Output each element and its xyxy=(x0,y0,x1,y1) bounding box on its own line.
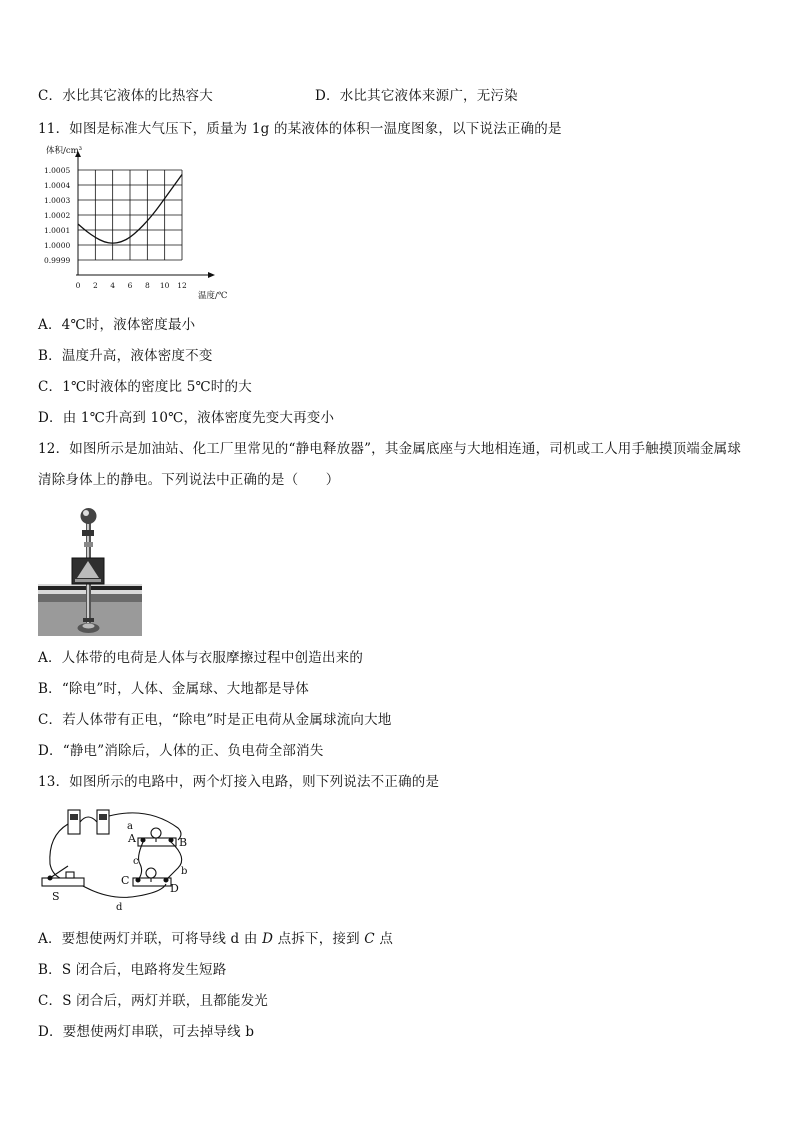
x-axis-arrow-icon xyxy=(208,272,215,278)
q11-stem: 11．如图是标准大气压下，质量为 1g 的某液体的体积一温度图象，以下说法正确的是 xyxy=(38,121,562,137)
q13-stem: 13．如图所示的电路中，两个灯接入电路，则下列说法不正确的是 xyxy=(38,774,440,790)
q12-stem-line1: 12．如图所示是加油站、化工厂里常见的“静电释放器”，其金属底座与大地相连通，司机或工人用手触摸顶端金属球 xyxy=(38,441,742,457)
chart-x-tick-labels xyxy=(76,281,187,290)
q10-option-c: C．水比其它液体的比热容大 xyxy=(38,88,213,104)
label-b: b xyxy=(181,866,188,877)
chart-y-tick-labels xyxy=(44,166,70,265)
lamp-icon xyxy=(138,828,176,846)
static-discharger-photo xyxy=(38,502,142,636)
label-d: d xyxy=(116,902,123,912)
x-tick-label: 2 xyxy=(92,281,98,290)
x-tick-label: 6 xyxy=(127,281,133,290)
label-a: a xyxy=(127,821,133,832)
circuit-diagram xyxy=(38,802,208,912)
chart-y-axis-label: 体积/cm³ xyxy=(46,146,83,156)
volume-temperature-chart xyxy=(38,142,238,302)
y-tick-label: 1.0005 xyxy=(44,166,71,175)
y-tick-label: 1.0004 xyxy=(44,181,71,190)
battery-icon xyxy=(68,810,109,834)
q13-option-c: C．S 闭合后，两灯并联，且都能发光 xyxy=(38,993,268,1009)
x-tick-label: 8 xyxy=(144,281,150,290)
q11-option-b: B．温度升高，液体密度不变 xyxy=(38,348,213,364)
q12-stem-line2: 清除身体上的静电。下列说法中正确的是（ ） xyxy=(38,472,340,488)
x-tick-label: 4 xyxy=(110,281,116,290)
q13-option-a-point-c: C xyxy=(364,931,375,947)
q13-option-a-part2: 点拆下，接到 xyxy=(273,931,365,947)
label-S: S xyxy=(52,890,60,903)
q12-option-b: B．“除电”时，人体、金属球、大地都是导体 xyxy=(38,681,309,697)
q13-option-a-point-d: D xyxy=(262,931,274,947)
x-tick-label: 10 xyxy=(159,281,170,290)
chart-grid xyxy=(78,170,182,260)
switch-icon xyxy=(42,866,84,886)
label-C: C xyxy=(121,874,130,887)
q11-option-a: A．4℃时，液体密度最小 xyxy=(38,317,196,333)
q13-option-a xyxy=(38,927,393,947)
q12-option-a: A．人体带的电荷是人体与衣服摩擦过程中创造出来的 xyxy=(38,650,364,666)
q13-option-a-part3: 点 xyxy=(374,931,394,947)
y-tick-label: 1.0000 xyxy=(44,241,71,250)
label-c: c xyxy=(133,856,139,867)
label-A: A xyxy=(128,832,136,845)
q13-option-d: D．要想使两灯串联，可去掉导线 b xyxy=(38,1024,255,1040)
q12-option-c: C．若人体带有正电，“除电”时是正电荷从金属球流向大地 xyxy=(38,712,392,728)
y-tick-label: 1.0003 xyxy=(44,196,71,205)
y-tick-label: 0.9999 xyxy=(44,256,71,265)
label-D: D xyxy=(170,882,179,895)
q13-option-b: B．S 闭合后，电路将发生短路 xyxy=(38,962,227,978)
x-tick-label: 12 xyxy=(177,281,187,290)
q12-option-d: D．“静电”消除后，人体的正、负电荷全部消失 xyxy=(38,743,324,759)
q11-option-c: C．1℃时液体的密度比 5℃时的大 xyxy=(38,379,252,395)
chart-x-axis-label: 温度/℃ xyxy=(198,291,228,301)
q11-option-d: D．由 1℃升高到 10℃，液体密度先变大再变小 xyxy=(38,410,335,426)
lamp-icon xyxy=(133,868,171,886)
label-B: B xyxy=(179,836,188,849)
q10-option-d: D．水比其它液体来源广，无污染 xyxy=(315,88,518,104)
q13-option-a-part1: A．要想使两灯并联，可将导线 d 由 xyxy=(38,931,263,947)
x-tick-label: 0 xyxy=(75,281,81,290)
y-tick-label: 1.0001 xyxy=(44,226,71,235)
y-tick-label: 1.0002 xyxy=(44,211,71,220)
